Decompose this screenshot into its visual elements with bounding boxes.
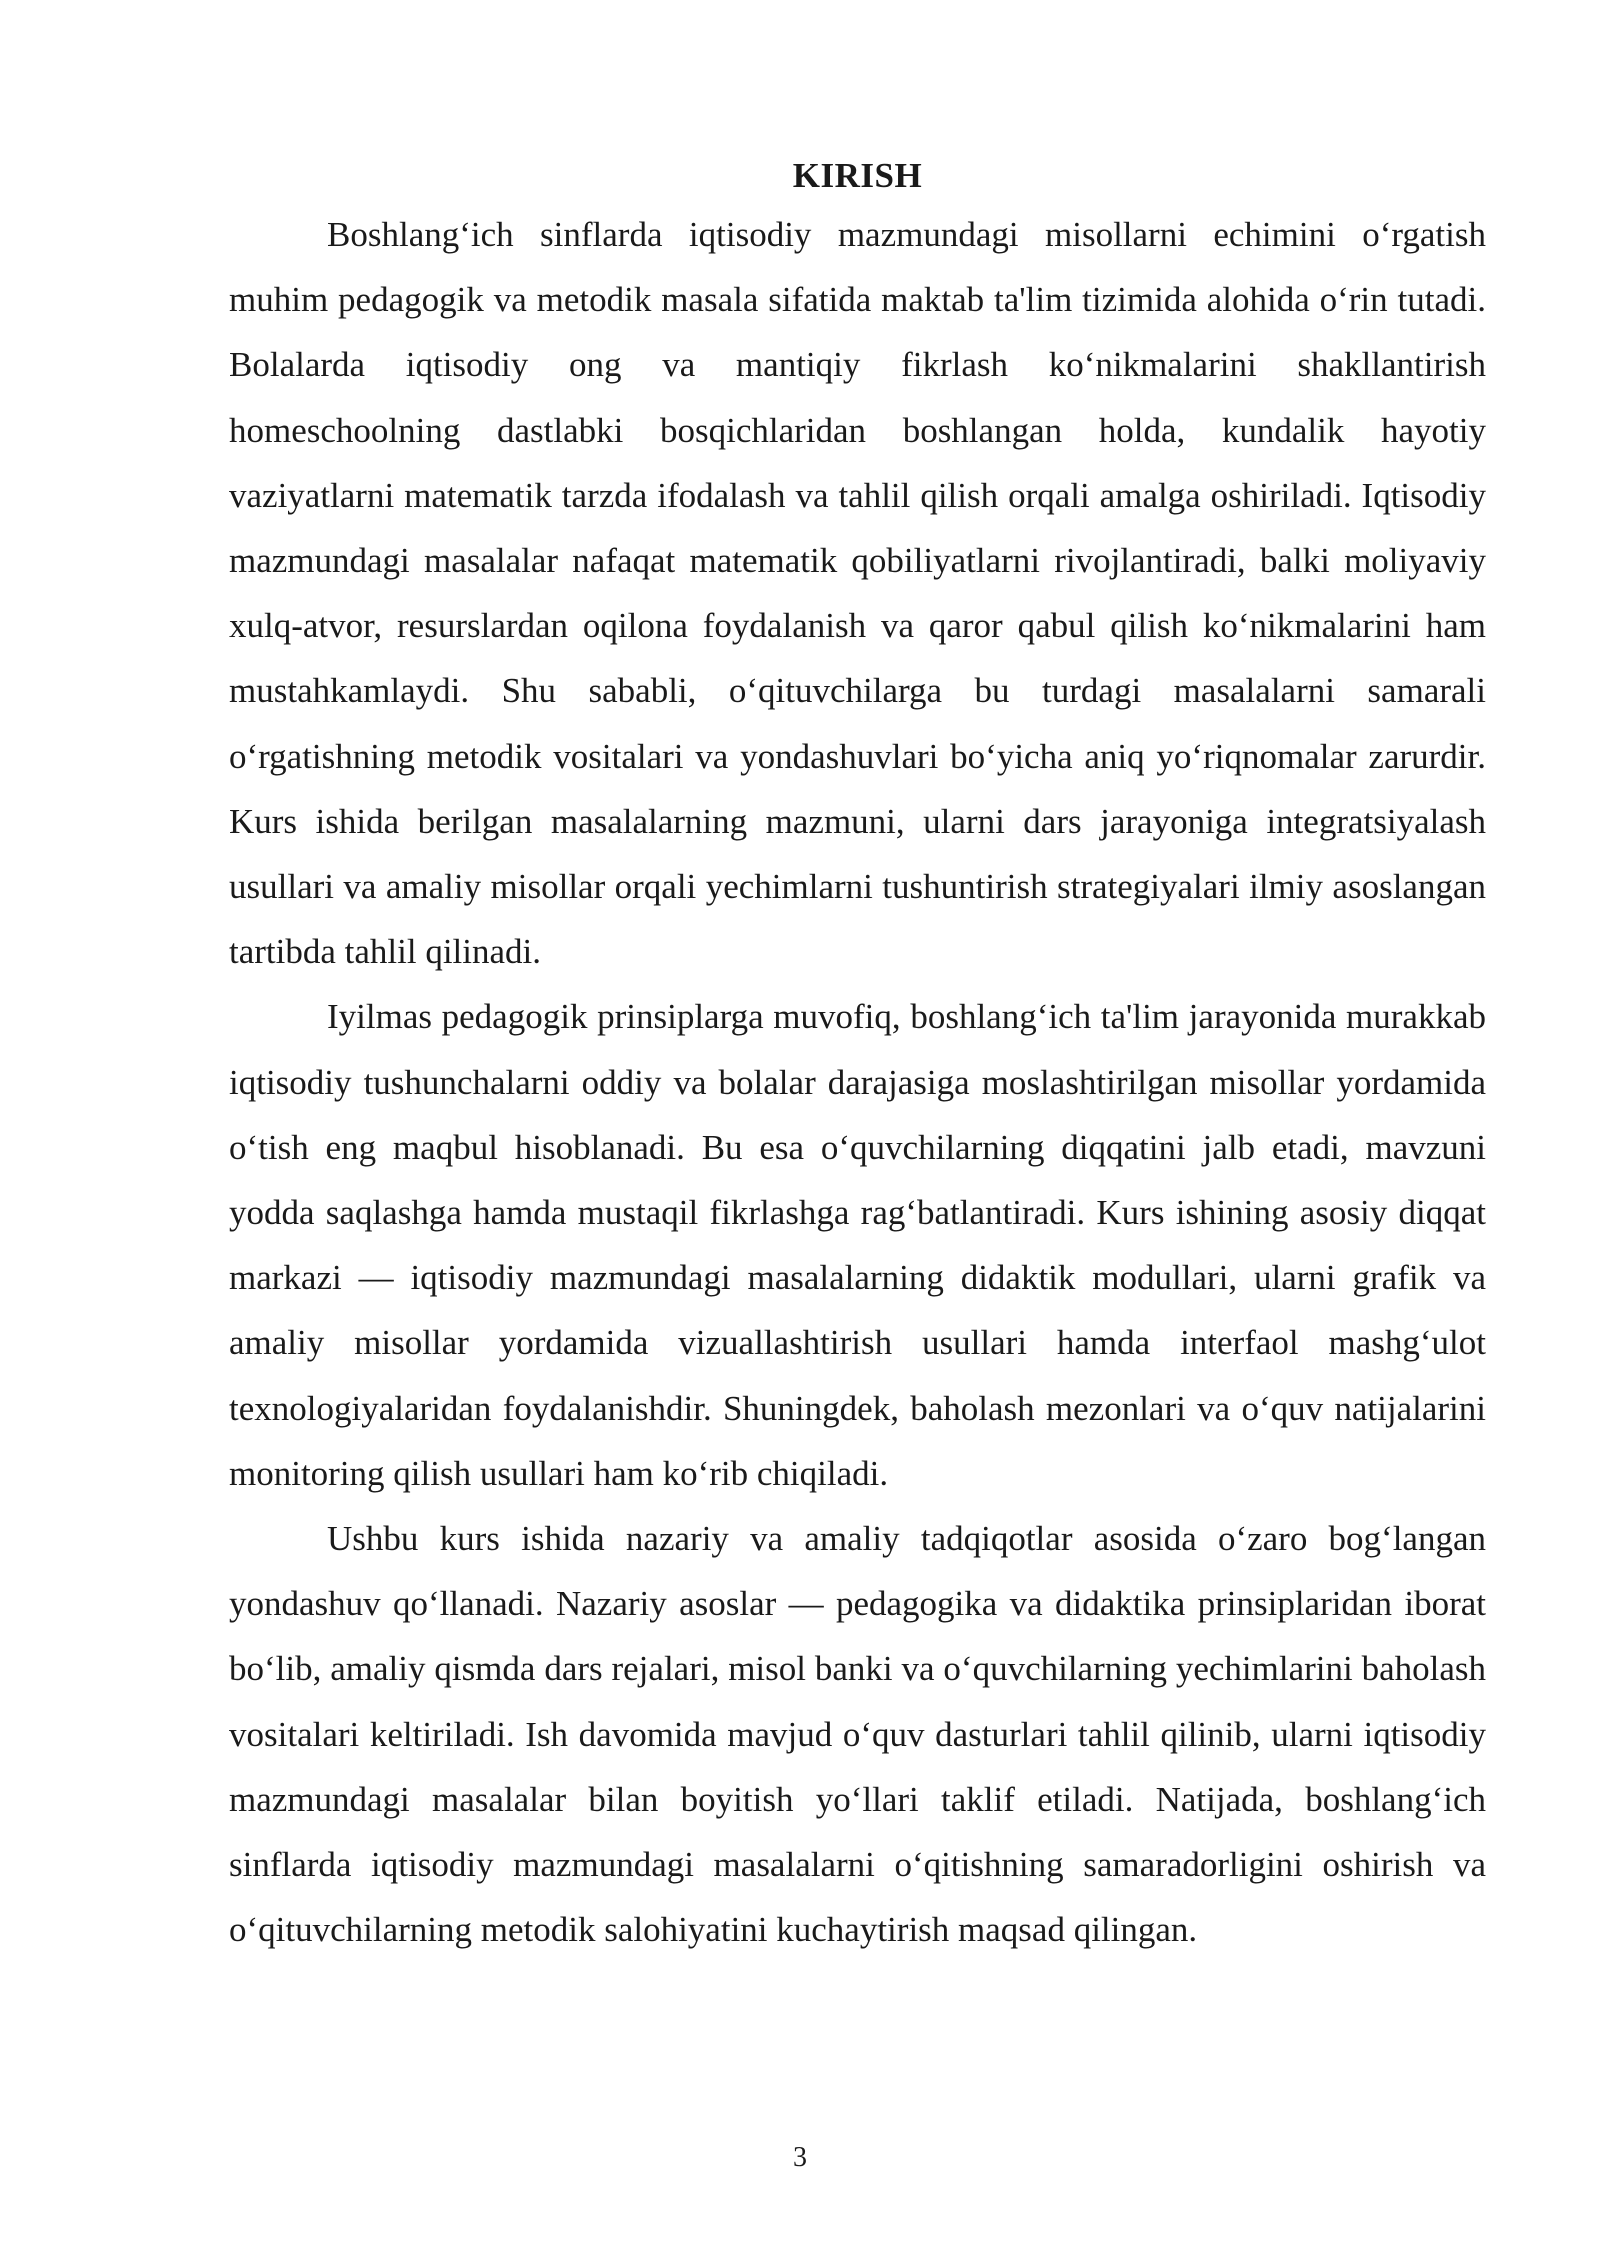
paragraph-1: Boshlang‘ich sinflarda iqtisodiy mazmundagi misollarni echimini o‘rgatish muhim pedagogik va metodik masala sifatida maktab ta'lim tizimida alohida o‘rin tutadi. Bolalarda iqtisodiy ong va mantiqiy fikrlash ko‘nikmalarini shakllantirish homeschoolning dastlabki bosqichlaridan boshlangan holda, kundalik hayotiy vaziyatlarni matematik tarzda ifodalash va tahlil qilish orqali amalga oshiriladi. Iqtisodiy mazmundagi masalalar nafaqat matematik qobiliyatlarni rivojlantiradi, balki moliyaviy xulq-atvor, resurslardan oqilona foydalanish va qaror qabul qilish ko‘nikmalarini ham mustahkamlaydi. Shu sababli, o‘qituvchilarga bu turdagi masalalarni samarali o‘rgatishning metodik vositalari va yondashuvlari bo‘yicha aniq yo‘riqnomalar zarurdir. Kurs ishida berilgan masalalarning mazmuni, ularni dars jarayoniga integratsiyalash usullari va amaliy misollar orqali yechimlarni tushuntirish strategiyalari ilmiy asoslangan tartibda tahlil qilinadi.: [229, 215, 1486, 972]
page-content: [229, 150, 1486, 1962]
section-title: KIRISH: [792, 156, 923, 195]
paragraph-3: Ushbu kurs ishida nazariy va amaliy tadqiqotlar asosida o‘zaro bog‘langan yondashuv qo‘llanadi. Nazariy asoslar — pedagogika va didaktika prinsiplaridan iborat bo‘lib, amaliy qismda dars rejalari, misol banki va o‘quvchilarning yechimlarini baholash vositalari keltiriladi. Ish davomida mavjud o‘quv dasturlari tahlil qilinib, ularni iqtisodiy mazmundagi masalalar bilan boyitish yo‘llari taklif etiladi. Natijada, boshlang‘ich sinflarda iqtisodiy mazmundagi masalalarni o‘qitishning samaradorligini oshirish va o‘qituvchilarning metodik salohiyatini kuchaytirish maqsad qilingan.: [229, 1519, 1486, 1950]
paragraph-2: Iyilmas pedagogik prinsiplarga muvofiq, boshlang‘ich ta'lim jarayonida murakkab iqtisodiy tushunchalarni oddiy va bolalar darajasiga moslashtirilgan misollar yordamida o‘tish eng maqbul hisoblanadi. Bu esa o‘quvchilarning diqqatini jalb etadi, mavzuni yodda saqlashga hamda mustaqil fikrlashga rag‘batlantiradi. Kurs ishining asosiy diqqat markazi — iqtisodiy mazmundagi masalalarning didaktik modullari, ularni grafik va amaliy misollar yordamida vizuallashtirish usullari hamda interfaol mashg‘ulot texnologiyalaridan foydalanishdir. Shuningdek, baholash mezonlari va o‘quv natijalarini monitoring qilish usullari ham ko‘rib chiqiladi.: [229, 997, 1486, 1493]
page-number: 3: [793, 2142, 807, 2173]
